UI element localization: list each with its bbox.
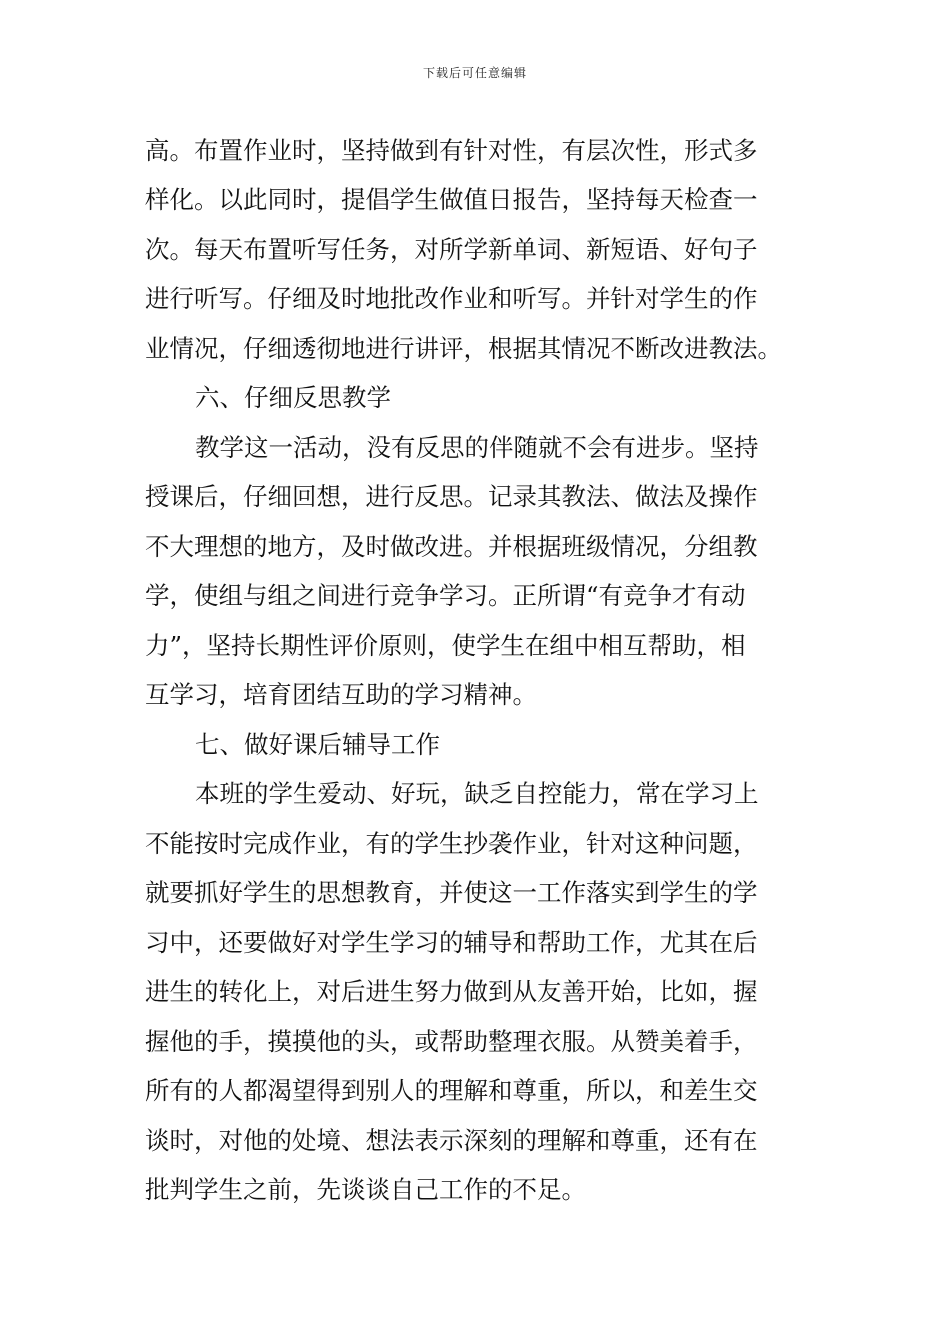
section-heading: 六、仔细反思教学 [195,383,391,412]
text-line: 次。每天布置听写任务，对所学新单词、新短语、好句子 [145,235,758,264]
text-line: 样化。以此同时，提倡学生做值日报告，坚持每天检查一 [145,185,758,214]
text-line: 进行听写。仔细及时地批改作业和听写。并针对学生的作 [145,284,758,313]
text-line: 教学这一活动，没有反思的伴随就不会有进步。坚持 [195,433,759,462]
text-line: 握他的手，摸摸他的头，或帮助整理衣服。从赞美着手， [145,1027,758,1056]
text-line: 业情况，仔细透彻地进行讲评，根据其情况不断改进教法。 [145,334,782,363]
text-line: 学，使组与组之间进行竞争学习。正所谓“有竞争才有动 [145,581,746,610]
text-line: 就要抓好学生的思想教育，并使这一工作落实到学生的学 [145,878,758,907]
text-line: 不大理想的地方，及时做改进。并根据班级情况，分组教 [145,532,758,561]
text-line: 批判学生之前，先谈谈自己工作的不足。 [145,1175,586,1204]
text-line: 不能按时完成作业，有的学生抄袭作业，针对这种问题， [145,829,758,858]
text-line: 互学习，培育团结互助的学习精神。 [145,680,537,709]
text-line: 本班的学生爱动、好玩，缺乏自控能力，常在学习上 [195,779,759,808]
page-header: 下载后可任意编辑 [422,66,527,80]
text-line: 所有的人都渴望得到别人的理解和尊重，所以，和差生交 [145,1076,758,1105]
text-line: 进生的转化上，对后进生努力做到从友善开始，比如，握 [145,977,758,1006]
text-line: 高。布置作业时，坚持做到有针对性，有层次性，形式多 [145,136,758,165]
section-heading: 七、做好课后辅导工作 [195,730,440,759]
text-line: 习中，还要做好对学生学习的辅导和帮助工作，尤其在后 [145,928,758,957]
text-line: 力”，坚持长期性评价原则，使学生在组中相互帮助，相 [145,631,746,660]
text-line: 授课后，仔细回想，进行反思。记录其教法、做法及操作 [145,482,758,511]
text-line: 谈时，对他的处境、想法表示深刻的理解和尊重，还有在 [145,1126,758,1155]
